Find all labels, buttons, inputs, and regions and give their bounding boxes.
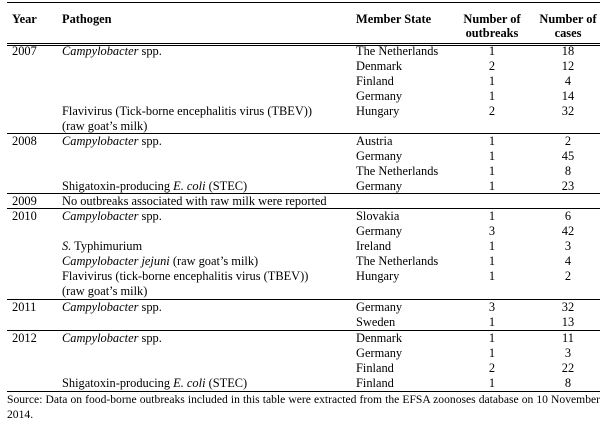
pathogen-name-italic: Campylobacter	[62, 134, 139, 148]
row-year: 2009	[12, 194, 37, 208]
table-bottom-rule	[7, 391, 600, 392]
row-member-state: Ireland	[356, 239, 392, 253]
header-member-state: Member State	[356, 12, 432, 26]
row-member-state: Denmark	[356, 331, 403, 345]
pathogen-text: (raw goat’s milk)	[169, 254, 259, 268]
pathogen-name-italic: E. coli	[173, 179, 206, 193]
row-pathogen	[62, 209, 162, 223]
pathogen-text: Flavivirus (Tick-borne encephalitis virus (TBEV))	[62, 104, 313, 118]
row-outbreaks: 1	[488, 239, 496, 253]
row-cases: 14	[561, 89, 575, 103]
row-pathogen	[62, 269, 308, 283]
pathogen-name-italic: Campylobacter	[62, 44, 139, 58]
row-pathogen	[62, 300, 162, 314]
row-member-state: Germany	[356, 89, 403, 103]
row-year: 2011	[12, 300, 37, 314]
row-year: 2008	[12, 134, 37, 148]
row-outbreaks: 2	[488, 104, 496, 118]
row-pathogen	[62, 284, 147, 298]
pathogen-text: spp.	[138, 300, 162, 314]
pathogen-name-italic: Campylobacter	[62, 300, 139, 314]
row-cases: 11	[562, 331, 574, 345]
pathogen-text: Typhimurium	[71, 239, 143, 253]
pathogen-text: spp.	[138, 134, 162, 148]
row-member-state: The Netherlands	[356, 164, 439, 178]
row-cases: 2	[564, 134, 572, 148]
row-outbreaks: 1	[488, 376, 496, 390]
row-cases: 6	[564, 209, 572, 223]
pathogen-text: (raw goat’s milk)	[62, 284, 148, 298]
row-cases: 45	[561, 149, 575, 163]
row-outbreaks: 2	[488, 59, 496, 73]
row-outbreaks: 2	[488, 361, 496, 375]
row-outbreaks: 1	[488, 346, 496, 360]
row-member-state: Germany	[356, 346, 403, 360]
pathogen-text: No outbreaks associated with raw milk were reported	[62, 194, 327, 208]
row-outbreaks: 1	[488, 74, 496, 88]
row-pathogen	[62, 331, 162, 345]
row-pathogen	[62, 194, 327, 208]
row-member-state: The Netherlands	[356, 44, 439, 58]
row-year: 2007	[12, 44, 37, 58]
row-outbreaks: 1	[488, 149, 496, 163]
row-outbreaks: 1	[488, 179, 496, 193]
row-pathogen	[62, 179, 247, 193]
row-cases: 2	[564, 269, 572, 283]
row-outbreaks: 1	[488, 164, 496, 178]
pathogen-text: (STEC)	[205, 376, 248, 390]
row-pathogen	[62, 239, 142, 253]
row-member-state: Finland	[356, 74, 394, 88]
row-cases: 4	[564, 74, 572, 88]
pathogen-text: (STEC)	[205, 179, 248, 193]
source-note: Source: Data on food-borne outbreaks included in this table were extracted from the EFSA zoonoses database on 10 November 2014.	[7, 393, 600, 421]
row-outbreaks: 1	[488, 44, 496, 58]
row-member-state: Slovakia	[356, 209, 400, 223]
row-pathogen	[62, 104, 312, 118]
row-cases: 22	[561, 361, 575, 375]
row-member-state: The Netherlands	[356, 254, 439, 268]
row-outbreaks: 1	[488, 269, 496, 283]
table-top-rule	[7, 2, 600, 3]
row-pathogen	[62, 376, 247, 390]
row-outbreaks: 1	[488, 209, 496, 223]
pathogen-name-italic: S.	[62, 239, 72, 253]
row-cases: 8	[564, 164, 572, 178]
pathogen-text: spp.	[138, 44, 162, 58]
row-member-state: Austria	[356, 134, 393, 148]
header-pathogen: Pathogen	[62, 12, 112, 26]
pathogen-name-italic: Campylobacter	[62, 331, 139, 345]
row-member-state: Finland	[356, 376, 394, 390]
row-member-state: Finland	[356, 361, 394, 375]
row-cases: 32	[561, 300, 575, 314]
pathogen-text: Flavivirus (tick-borne encephalitis virus (TBEV))	[62, 269, 309, 283]
pathogen-text: (raw goat’s milk)	[62, 119, 148, 133]
row-cases: 18	[561, 44, 575, 58]
pathogen-text: Shigatoxin-producing	[62, 179, 174, 193]
row-member-state: Germany	[356, 179, 403, 193]
pathogen-name-italic: Campylobacter	[62, 209, 139, 223]
row-pathogen	[62, 254, 258, 268]
row-member-state: Sweden	[356, 315, 396, 329]
row-member-state: Germany	[356, 300, 403, 314]
row-pathogen	[62, 119, 147, 133]
pathogen-text: spp.	[138, 209, 162, 223]
pathogen-name-italic: Campylobacter jejuni	[62, 254, 170, 268]
header-number-of-cases: Number of cases	[539, 12, 597, 40]
row-cases: 23	[561, 179, 575, 193]
row-cases: 3	[564, 346, 572, 360]
pathogen-text: Shigatoxin-producing	[62, 376, 174, 390]
row-outbreaks: 1	[488, 254, 496, 268]
row-cases: 4	[564, 254, 572, 268]
row-cases: 3	[564, 239, 572, 253]
row-member-state: Germany	[356, 149, 403, 163]
pathogen-name-italic: E. coli	[173, 376, 206, 390]
row-outbreaks: 1	[488, 331, 496, 345]
row-year: 2010	[12, 209, 37, 223]
row-outbreaks: 3	[488, 224, 496, 238]
row-cases: 42	[561, 224, 575, 238]
row-cases: 8	[564, 376, 572, 390]
row-outbreaks: 3	[488, 300, 496, 314]
row-pathogen	[62, 134, 162, 148]
row-outbreaks: 1	[488, 315, 496, 329]
header-number-of-outbreaks: Number of outbreaks	[463, 12, 521, 40]
row-member-state: Hungary	[356, 104, 400, 118]
row-member-state: Germany	[356, 224, 403, 238]
header-year: Year	[12, 12, 37, 26]
row-member-state: Denmark	[356, 59, 403, 73]
row-outbreaks: 1	[488, 89, 496, 103]
row-member-state: Hungary	[356, 269, 400, 283]
row-year: 2012	[12, 331, 37, 345]
row-pathogen	[62, 44, 162, 58]
pathogen-text: spp.	[138, 331, 162, 345]
row-cases: 13	[561, 315, 575, 329]
row-outbreaks: 1	[488, 134, 496, 148]
row-cases: 12	[561, 59, 575, 73]
row-cases: 32	[561, 104, 575, 118]
